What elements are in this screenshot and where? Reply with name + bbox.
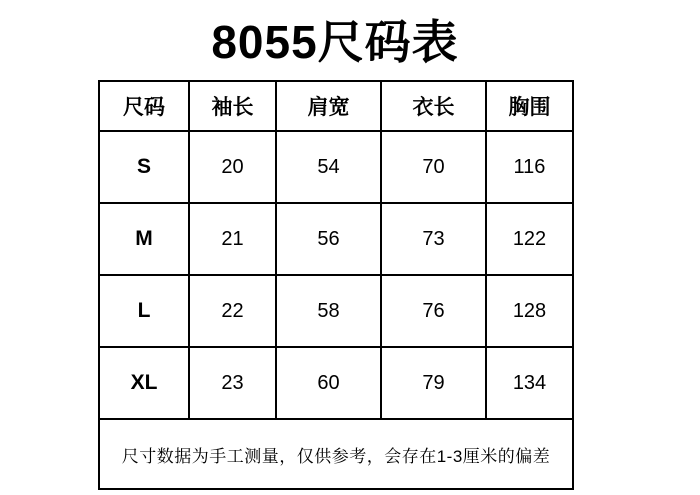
value-cell: 79 bbox=[381, 347, 486, 419]
table-row bbox=[99, 203, 573, 275]
column-header-size: 尺码 bbox=[99, 81, 189, 131]
size-label-cell: L bbox=[99, 275, 189, 347]
value-cell: 56 bbox=[276, 203, 381, 275]
value-cell: 122 bbox=[486, 203, 573, 275]
value-cell: 116 bbox=[486, 131, 573, 203]
size-label-cell: M bbox=[99, 203, 189, 275]
value-cell: 22 bbox=[189, 275, 276, 347]
size-label-cell: XL bbox=[99, 347, 189, 419]
table-header-row bbox=[99, 81, 573, 131]
value-cell: 58 bbox=[276, 275, 381, 347]
value-cell: 60 bbox=[276, 347, 381, 419]
value-cell: 134 bbox=[486, 347, 573, 419]
value-cell: 21 bbox=[189, 203, 276, 275]
value-cell: 73 bbox=[381, 203, 486, 275]
column-header-sleeve-length: 袖长 bbox=[189, 81, 276, 131]
column-header-shoulder-width: 肩宽 bbox=[276, 81, 381, 131]
value-cell: 23 bbox=[189, 347, 276, 419]
size-label-cell: S bbox=[99, 131, 189, 203]
size-table bbox=[98, 80, 574, 490]
value-cell: 70 bbox=[381, 131, 486, 203]
value-cell: 54 bbox=[276, 131, 381, 203]
value-cell: 76 bbox=[381, 275, 486, 347]
value-cell: 128 bbox=[486, 275, 573, 347]
value-cell: 20 bbox=[189, 131, 276, 203]
page-title: 8055尺码表 bbox=[211, 16, 459, 68]
table-row bbox=[99, 131, 573, 203]
column-header-garment-length: 衣长 bbox=[381, 81, 486, 131]
table-footnote: 尺寸数据为手工测量，仅供参考，会存在1-3厘米的偏差 bbox=[99, 419, 573, 489]
table-row bbox=[99, 347, 573, 419]
table-row bbox=[99, 275, 573, 347]
table-footnote-row bbox=[99, 419, 573, 489]
column-header-chest: 胸围 bbox=[486, 81, 573, 131]
